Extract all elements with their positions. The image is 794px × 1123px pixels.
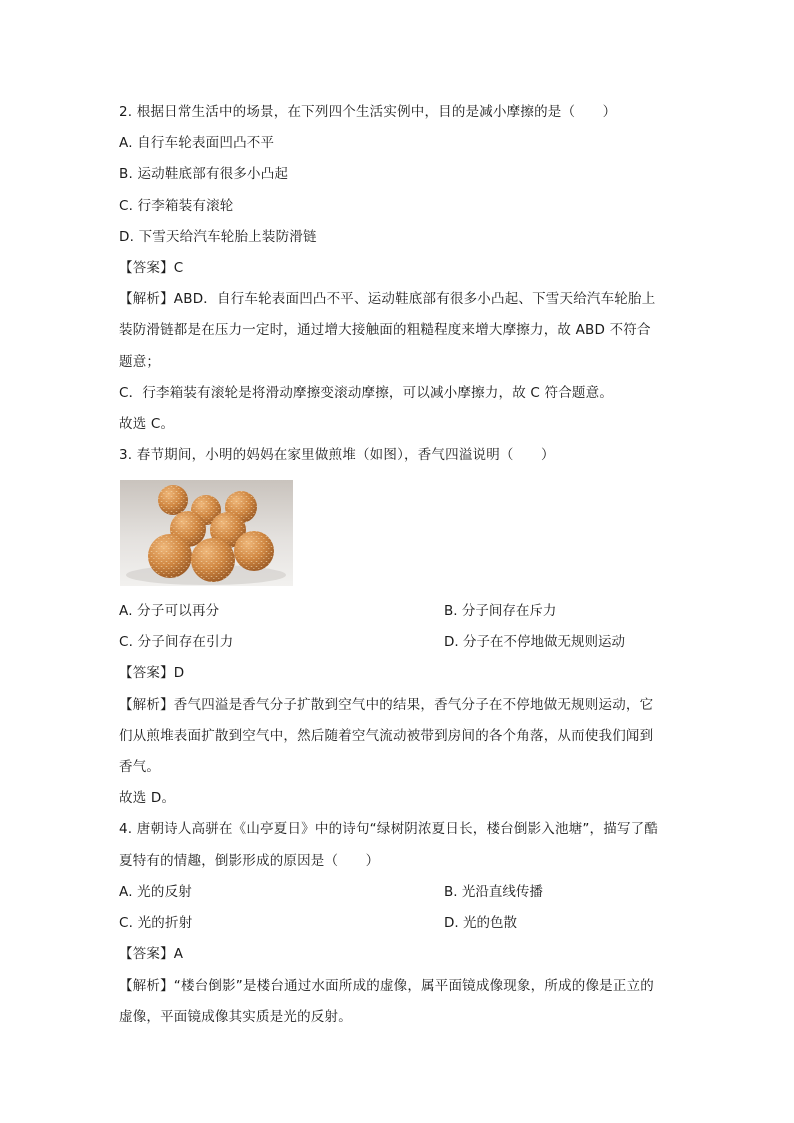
sesame-balls-photo <box>120 480 293 586</box>
q3-option-a: A. 分子可以再分 <box>119 603 220 619</box>
q4-answer: 【答案】A <box>119 946 184 962</box>
q2-analysis-line: 【解析】ABD．自行车轮表面凹凸不平、运动鞋底部有很多小凸起、下雪天给汽车轮胎上 <box>119 291 656 307</box>
q3-option-b: B. 分子间存在斥力 <box>444 603 557 619</box>
q4-stem: 夏特有的情趣，倒影形成的原因是（ ） <box>119 853 380 869</box>
q2-answer: 【答案】C <box>119 260 184 276</box>
q3-answer: 【答案】D <box>119 665 185 681</box>
q3-conclusion: 故选 D。 <box>119 790 176 806</box>
q3-option-c: C. 分子间存在引力 <box>119 634 234 650</box>
q2-option-c: C. 行李箱装有滚轮 <box>119 198 234 214</box>
q2-conclusion: 故选 C。 <box>119 416 175 432</box>
q2-analysis-line: C．行李箱装有滚轮是将滑动摩擦变滚动摩擦，可以减小摩擦力，故 C 符合题意。 <box>119 385 614 401</box>
q4-stem: 4. 唐朝诗人高骈在《山亭夏日》中的诗句“绿树阴浓夏日长，楼台倒影入池塘”，描写了酷 <box>119 821 659 837</box>
q3-option-d: D. 分子在不停地做无规则运动 <box>444 634 625 650</box>
q4-option-d: D. 光的色散 <box>444 915 517 931</box>
q2-analysis-line: 装防滑链都是在压力一定时，通过增大接触面的粗糙程度来增大摩擦力，故 ABD 不符合 <box>119 322 651 338</box>
q2-analysis-line: 题意； <box>119 354 161 370</box>
q3-analysis-line: 【解析】香气四溢是香气分子扩散到空气中的结果，香气分子在不停地做无规则运动，它 <box>119 697 654 713</box>
q4-option-a: A. 光的反射 <box>119 884 192 900</box>
q4-option-c: C. 光的折射 <box>119 915 193 931</box>
q2-option-d: D. 下雪天给汽车轮胎上装防滑链 <box>119 229 317 245</box>
q4-analysis-line: 【解析】“楼台倒影”是楼台通过水面所成的虚像，属平面镜成像现象，所成的像是正立的 <box>119 978 654 994</box>
q4-analysis-line: 虚像，平面镜成像其实质是光的反射。 <box>119 1009 352 1025</box>
q2-option-b: B. 运动鞋底部有很多小凸起 <box>119 166 289 182</box>
q2-stem: 2. 根据日常生活中的场景，在下列四个生活实例中，目的是减小摩擦的是（ ） <box>119 104 617 120</box>
q3-stem: 3. 春节期间，小明的妈妈在家里做煎堆（如图），香气四溢说明（ ） <box>119 447 555 463</box>
q3-analysis-line: 香气。 <box>119 759 161 775</box>
q3-analysis-line: 们从煎堆表面扩散到空气中，然后随着空气流动被带到房间的各个角落，从而使我们闻到 <box>119 728 654 744</box>
q4-option-b: B. 光沿直线传播 <box>444 884 543 900</box>
q2-option-a: A. 自行车轮表面凹凸不平 <box>119 135 275 151</box>
